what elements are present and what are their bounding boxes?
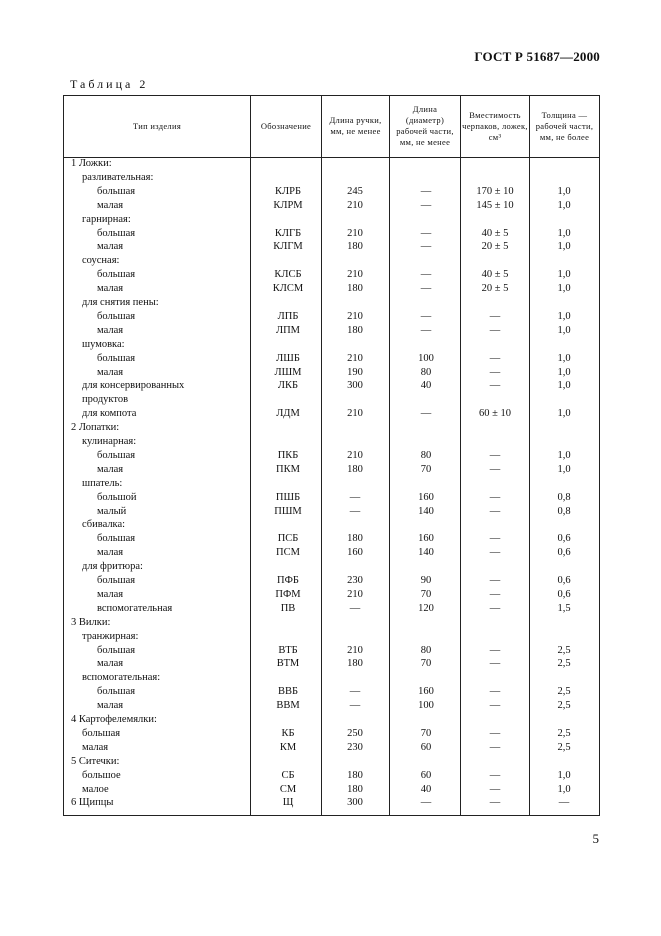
capacity-cell: — [489,324,501,336]
thickness-cell: 0,6 [557,588,571,600]
designation-cell: КМ [279,741,297,753]
capacity-cell: — [489,310,501,322]
handle-length-cell: 300 [347,380,363,392]
designation-cell: ЛДМ [276,408,300,420]
work-length-cell: 90 [420,575,432,586]
capacity-cell: — [489,727,501,739]
thickness-cell: 1,0 [557,241,571,253]
capacity-cell: — [489,463,501,475]
capacity-cell: 40 ± 5 [481,269,509,281]
work-length-cell: 70 [420,588,432,600]
work-length-cell: — [420,283,432,295]
item-name: 3 Вилки: [71,616,111,628]
header-bottom-border [63,157,600,158]
designation-cell: ПФБ [277,575,299,586]
handle-length-cell: 180 [347,533,363,545]
capacity-cell: — [489,491,501,503]
capacity-cell: — [489,575,501,586]
handle-length-cell: 230 [347,741,363,753]
designation-cell: КЛГБ [274,227,302,239]
handle-length-cell: 210 [347,644,363,656]
item-name: для снятия пены: [82,297,159,308]
handle-length-cell: 180 [347,658,363,670]
col-border [599,95,600,816]
item-name: транжирная: [82,630,139,642]
item-name: большая [82,727,121,739]
designation-cell: ПСБ [277,533,299,545]
col-border [389,95,390,816]
thickness-cell: 0,6 [557,547,571,559]
item-name: большая [97,227,136,239]
designation-cell: ЛКБ [277,380,299,392]
col-header-type: Тип изделия [132,120,182,131]
thickness-cell: 0,8 [557,491,571,503]
col-header-work-length: Длина (диаметр) рабочей части, мм, не менее [396,104,454,147]
designation-cell: КЛРБ [275,185,301,197]
item-name: вспомогательная [97,602,173,614]
work-length-cell: 80 [420,644,432,656]
work-length-cell: 100 [418,700,434,712]
thickness-cell: 1,0 [557,324,571,336]
item-name: соусная: [82,255,120,267]
item-name: вспомогательная: [82,672,161,684]
item-name: малая [97,588,124,600]
thickness-cell: 2,5 [557,727,571,739]
item-name: большая [97,310,136,322]
thickness-cell: 1,0 [557,769,571,781]
table-label: Таблица 2 [70,77,149,91]
item-name: гарнирная: [82,213,131,225]
item-name: для консервированных [82,380,185,392]
work-length-cell: 160 [418,533,434,545]
designation-cell: ВВМ [276,700,300,712]
item-name: малая [97,283,124,295]
designation-cell: ЛПМ [275,324,301,336]
capacity-cell: — [489,686,501,698]
item-name: малая [97,366,124,378]
thickness-cell: 2,5 [557,741,571,753]
capacity-cell: — [489,741,501,753]
work-length-cell: 60 [420,741,432,753]
capacity-cell: — [489,658,501,670]
col-border [321,95,322,816]
col-border [460,95,461,816]
col-border [529,95,530,816]
designation-cell: ВВБ [277,686,299,698]
item-name: кулинарная: [82,436,137,447]
item-name: малый [97,505,127,517]
capacity-cell: 20 ± 5 [481,283,509,295]
item-name: малая [97,463,124,475]
thickness-cell: 1,0 [557,227,571,239]
handle-length-cell: — [349,686,361,698]
work-length-cell: 80 [420,366,432,378]
col-header-capacity: Вместимость черпаков, ложек, см³ [462,109,528,142]
thickness-cell: 1,0 [557,380,571,392]
designation-cell: СМ [279,783,297,795]
thickness-cell: 0,8 [557,505,571,517]
capacity-cell: — [489,769,501,781]
thickness-cell: 1,5 [557,602,571,614]
thickness-cell: 1,0 [557,283,571,295]
thickness-cell: 1,0 [557,199,571,211]
work-length-cell: — [420,324,432,336]
item-name: для фритюра: [82,561,143,573]
thickness-cell: 1,0 [557,449,571,461]
handle-length-cell: — [349,602,361,614]
handle-length-cell: — [349,505,361,517]
work-length-cell: 140 [418,547,434,559]
thickness-cell: 1,0 [557,310,571,322]
thickness-cell: 1,0 [557,185,571,197]
designation-cell: ЛШБ [276,352,300,364]
thickness-cell: 2,5 [557,700,571,712]
capacity-cell: — [489,505,501,517]
thickness-cell: 2,5 [557,686,571,698]
handle-length-cell: 180 [347,324,363,336]
page-number: 5 [592,831,599,846]
item-name: малая [97,700,124,712]
item-name: большая [97,352,136,364]
designation-cell: ПШМ [274,505,302,517]
item-name: большой [97,491,137,503]
designation-cell: ПВ [280,602,296,614]
item-name: малая [82,741,109,753]
capacity-cell: — [489,366,501,378]
thickness-cell: 1,0 [557,463,571,475]
item-name: малая [97,324,124,336]
item-name: продуктов [82,394,129,406]
work-length-cell: 70 [420,658,432,670]
thickness-cell: 1,0 [557,408,571,420]
item-name: большая [97,533,136,545]
work-length-cell: 60 [420,769,432,781]
designation-cell: ЛШМ [274,366,302,378]
thickness-cell: — [558,797,570,809]
thickness-cell: 1,0 [557,352,571,364]
capacity-cell: — [489,700,501,712]
designation-cell: ПШБ [275,491,301,503]
work-length-cell: 100 [418,352,434,364]
work-length-cell: — [420,797,432,809]
handle-length-cell: 180 [347,769,363,781]
work-length-cell: 140 [418,505,434,517]
capacity-cell: — [489,449,501,461]
handle-length-cell: 180 [347,283,363,295]
handle-length-cell: 245 [347,185,363,197]
item-name: 5 Ситечки: [71,755,120,767]
work-length-cell: 40 [420,380,432,392]
designation-cell: ПФМ [275,588,301,600]
handle-length-cell: 180 [347,241,363,253]
designation-cell: ВТМ [276,658,300,670]
handle-length-cell: 250 [347,727,363,739]
work-length-cell: — [420,269,432,281]
handle-length-cell: 210 [347,269,363,281]
work-length-cell: 40 [420,783,432,795]
handle-length-cell: 180 [347,783,363,795]
capacity-cell: — [489,783,501,795]
work-length-cell: 70 [420,727,432,739]
item-name: шпатель: [82,477,123,489]
item-name: 4 Картофелемялки: [71,714,157,725]
capacity-cell: — [489,588,501,600]
handle-length-cell: 160 [347,547,363,559]
item-name: большая [97,449,136,461]
designation-cell: ПСМ [276,547,300,559]
thickness-cell: 1,0 [557,783,571,795]
handle-length-cell: 210 [347,310,363,322]
col-header-thickness: Толщина — рабочей части, мм, не более [535,109,594,142]
designation-cell: Щ [282,797,294,809]
handle-length-cell: 210 [347,449,363,461]
handle-length-cell: 210 [347,408,363,420]
capacity-cell: 20 ± 5 [481,241,509,253]
thickness-cell: 0,6 [557,533,571,545]
item-name: малая [97,658,124,670]
work-length-cell: 80 [420,449,432,461]
item-name: большая [97,686,136,698]
spec-table [63,95,600,816]
work-length-cell: 120 [418,602,434,614]
item-name: 6 Щипцы [71,797,114,809]
designation-cell: ПКМ [276,463,300,475]
capacity-cell: — [489,533,501,545]
item-name: малая [97,241,124,253]
handle-length-cell: 210 [347,588,363,600]
item-name: большая [97,269,136,281]
standard-number: ГОСТ Р 51687—2000 [474,49,600,64]
capacity-cell: — [489,797,501,809]
capacity-cell: — [489,352,501,364]
item-name: большая [97,644,136,656]
handle-length-cell: 210 [347,352,363,364]
capacity-cell: 145 ± 10 [476,199,514,211]
capacity-cell: — [489,380,501,392]
item-name: разливательная: [82,171,154,183]
capacity-cell: — [489,644,501,656]
work-length-cell: 160 [418,686,434,698]
table-bottom-border [63,815,600,816]
col-border [63,95,64,816]
work-length-cell: 160 [418,491,434,503]
item-name: для компота [82,408,137,420]
thickness-cell: 1,0 [557,366,571,378]
handle-length-cell: 230 [347,575,363,586]
capacity-cell: — [489,602,501,614]
designation-cell: ВТБ [278,644,298,656]
capacity-cell: 60 ± 10 [478,408,512,420]
designation-cell: ПКБ [277,449,299,461]
item-name: большое [82,769,121,781]
work-length-cell: — [420,310,432,322]
work-length-cell: — [420,227,432,239]
thickness-cell: 1,0 [557,269,571,281]
designation-cell: КЛСМ [272,283,304,295]
designation-cell: СБ [281,769,295,781]
work-length-cell: 70 [420,463,432,475]
work-length-cell: — [420,408,432,420]
designation-cell: КЛГМ [273,241,303,253]
capacity-cell: 170 ± 10 [476,185,514,197]
work-length-cell: — [420,185,432,197]
item-name: сбивалка: [82,519,126,531]
thickness-cell: 2,5 [557,658,571,670]
thickness-cell: 2,5 [557,644,571,656]
designation-cell: ЛПБ [277,310,299,322]
item-name: большая [97,185,136,197]
item-name: малое [82,783,109,795]
handle-length-cell: 210 [347,227,363,239]
handle-length-cell: 300 [347,797,363,809]
capacity-cell: 40 ± 5 [481,227,509,239]
work-length-cell: — [420,241,432,253]
handle-length-cell: 210 [347,199,363,211]
designation-cell: КЛСБ [274,269,302,281]
item-name: малая [97,199,124,211]
item-name: шумовка: [82,338,125,350]
capacity-cell: — [489,547,501,559]
work-length-cell: — [420,199,432,211]
item-name: 1 Ложки: [71,158,112,169]
designation-cell: КБ [281,727,295,739]
col-border [250,95,251,816]
designation-cell: КЛРМ [273,199,303,211]
handle-length-cell: — [349,700,361,712]
thickness-cell: 0,6 [557,575,571,586]
handle-length-cell: — [349,491,361,503]
handle-length-cell: 190 [347,366,363,378]
item-name: 2 Лопатки: [71,422,120,434]
col-header-handle-length: Длина ручки, мм, не менее [329,115,382,136]
item-name: большая [97,575,136,586]
col-header-designation: Обозначение [260,120,312,131]
handle-length-cell: 180 [347,463,363,475]
item-name: малая [97,547,124,559]
